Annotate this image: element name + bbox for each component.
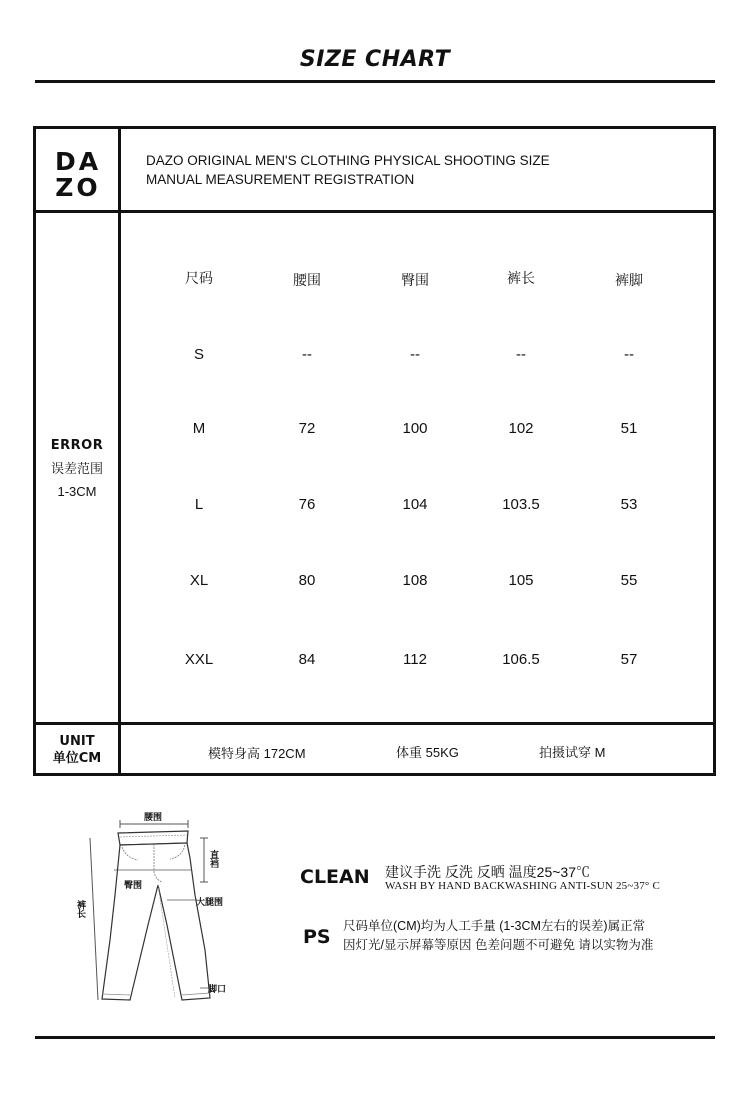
- table-cell: --: [624, 346, 634, 363]
- clean-label: CLEAN: [300, 866, 370, 888]
- ps-line-1: 尺码单位(CM)均为人工手量 (1-3CM左右的误差)属正常: [343, 919, 646, 933]
- diagram-label-thigh: 大腿围: [196, 897, 224, 907]
- table-cell: 100: [402, 420, 428, 437]
- clean-text-cn: 建议手洗 反洗 反晒 温度25~37℃: [385, 864, 590, 880]
- table-cell: 103.5: [502, 496, 540, 513]
- header-size: 尺码: [185, 270, 213, 286]
- diagram-label-rise: 直裆: [209, 850, 219, 868]
- table-cell: XXL: [184, 651, 214, 668]
- brand-description: [146, 151, 550, 189]
- unit-label-cn: 单位CM: [52, 751, 102, 766]
- diagram-label-length: 裤长: [76, 900, 86, 918]
- diagram-label-waist: 腰围: [144, 812, 163, 822]
- model-weight: 体重 55KG: [396, 745, 459, 760]
- table-cell: --: [516, 346, 526, 363]
- table-cell: 51: [620, 420, 638, 437]
- logo-line-1: DA: [54, 147, 102, 176]
- table-cell: 104: [402, 496, 428, 513]
- bottom-divider: [35, 1036, 715, 1039]
- table-cell: 105: [508, 572, 534, 589]
- error-range: [36, 434, 118, 503]
- error-label: ERROR: [50, 438, 104, 453]
- header-length: 裤长: [507, 270, 535, 286]
- model-height: 模特身高 172CM: [208, 746, 306, 761]
- table-cell: 76: [298, 496, 316, 513]
- clean-text-en: WASH BY HAND BACKWASHING ANTI-SUN 25~37° C: [385, 880, 661, 892]
- header-waist: 腰围: [293, 272, 321, 288]
- model-size: 拍摄试穿 M: [539, 745, 606, 760]
- table-cell: 106.5: [502, 651, 540, 668]
- jeans-measurement-diagram: [70, 800, 240, 1010]
- page-title: SIZE CHART: [299, 47, 451, 72]
- error-range-value: 1-3CM: [57, 484, 97, 499]
- unit-label-en: UNIT: [59, 734, 95, 749]
- table-cell: 80: [298, 572, 316, 589]
- header-hip: 臀围: [401, 272, 429, 288]
- description-line-2: MANUAL MEASUREMENT REGISTRATION: [146, 172, 415, 187]
- header-hem: 裤脚: [615, 272, 643, 288]
- ps-line-2: 因灯光/显示屏幕等原因 色差问题不可避免 请以实物为准: [343, 938, 654, 952]
- table-cell: L: [194, 496, 204, 513]
- unit-label: [36, 733, 118, 767]
- table-cell: 112: [403, 651, 427, 668]
- table-cell: 55: [620, 572, 638, 589]
- row-divider-header: [36, 210, 713, 213]
- table-cell: M: [192, 420, 206, 437]
- description-line-1: DAZO ORIGINAL MEN'S CLOTHING PHYSICAL SHOOTING SIZE: [146, 153, 550, 168]
- ps-label: PS: [303, 926, 331, 948]
- error-label-cn: 误差范围: [50, 461, 103, 476]
- size-chart-table: [33, 126, 716, 776]
- diagram-label-hem: 脚口: [208, 984, 227, 994]
- table-cell: 53: [620, 496, 638, 513]
- row-divider-unit: [36, 722, 713, 725]
- table-cell: 108: [402, 572, 428, 589]
- column-divider: [118, 129, 121, 773]
- table-cell: --: [410, 346, 420, 363]
- table-cell: 72: [298, 420, 316, 437]
- table-cell: XL: [189, 572, 209, 589]
- logo-line-2: ZO: [55, 173, 101, 202]
- table-cell: S: [193, 346, 204, 363]
- top-divider: [35, 80, 715, 83]
- table-cell: 102: [508, 420, 534, 437]
- brand-logo: [50, 149, 106, 201]
- table-cell: --: [302, 346, 312, 363]
- table-cell: 57: [620, 651, 638, 668]
- table-cell: 84: [298, 651, 316, 668]
- diagram-label-hip: 臀围: [124, 880, 143, 890]
